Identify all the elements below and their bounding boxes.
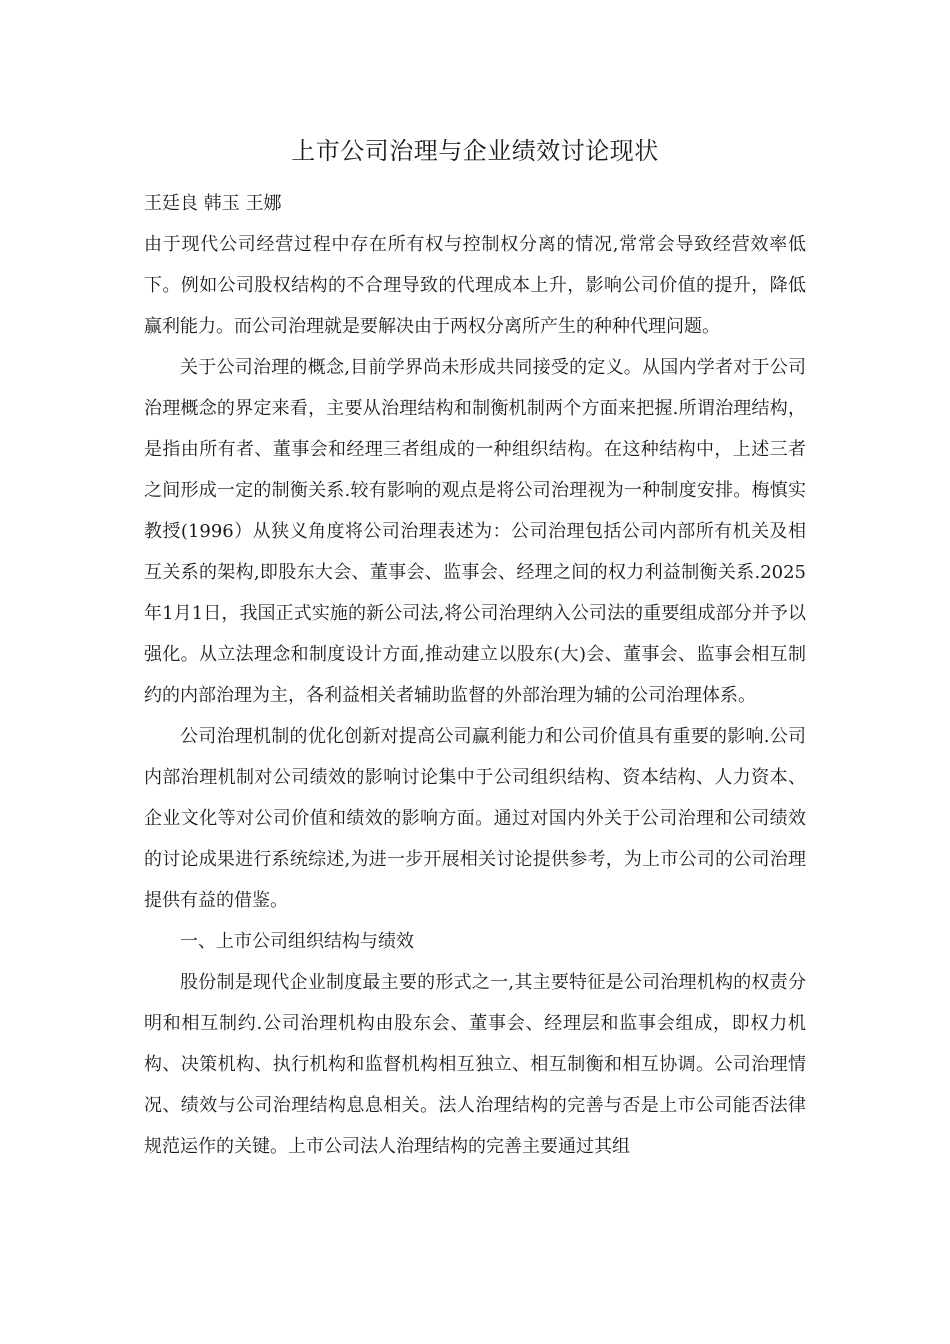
document-body — [144, 224, 806, 1167]
paragraph-intro: 由于现代公司经营过程中存在所有权与控制权分离的情况,常常会导致经营效率低下。例如公司股权结构的不合理导致的代理成本上升，影响公司价值的提升，降低赢利能力。而公司治理就是要解决由于两权分离所产生的种种代理问题。 — [144, 234, 806, 337]
paragraph-shareholding-system: 股份制是现代企业制度最主要的形式之一,其主要特征是公司治理机构的权责分明和相互制约.公司治理机构由股东会、董事会、经理层和监事会组成，即权力机构、决策机构、执行机构和监督机构相互独立、相互制衡和相互协调。公司治理情况、绩效与公司治理结构息息相关。法人治理结构的完善与否是上市公司能否法律规范运作的关键。上市公司法人治理结构的完善主要通过其组 — [144, 972, 806, 1157]
document-title: 上市公司治理与企业绩效讨论现状 — [291, 137, 659, 165]
section-heading-1: 一、上市公司组织结构与绩效 — [180, 931, 414, 952]
paragraph-governance-concept: 关于公司治理的概念,目前学界尚未形成共同接受的定义。从国内学者对于公司治理概念的界定来看，主要从治理结构和制衡机制两个方面来把握.所谓治理结构，是指由所有者、董事会和经理三者组成的一种组织结构。在这种结构中，上述三者之间形成一定的制衡关系.较有影响的观点是将公司治理视为一种制度安排。梅慎实教授(1996）从狭义角度将公司治理表述为：公司治理包括公司内部所有机关及相互关系的架构,即股东大会、董事会、监事会、经理之间的权力利益制衡关系.2025年1月1日，我国正式实施的新公司法,将公司治理纳入公司法的重要组成部分并予以强化。从立法理念和制度设计方面,推动建立以股东(大)会、董事会、监事会相互制约的内部治理为主，各利益相关者辅助监督的外部治理为辅的公司治理体系。 — [144, 357, 806, 706]
paragraph-governance-mechanism: 公司治理机制的优化创新对提高公司赢利能力和公司价值具有重要的影响.公司内部治理机制对公司绩效的影响讨论集中于公司组织结构、资本结构、人力资本、企业文化等对公司价值和绩效的影响方面。通过对国内外关于公司治理和公司绩效的讨论成果进行系统综述,为进一步开展相关讨论提供参考，为上市公司的公司治理提供有益的借鉴。 — [144, 726, 806, 911]
document-authors: 王廷良 韩玉 王娜 — [144, 193, 282, 214]
